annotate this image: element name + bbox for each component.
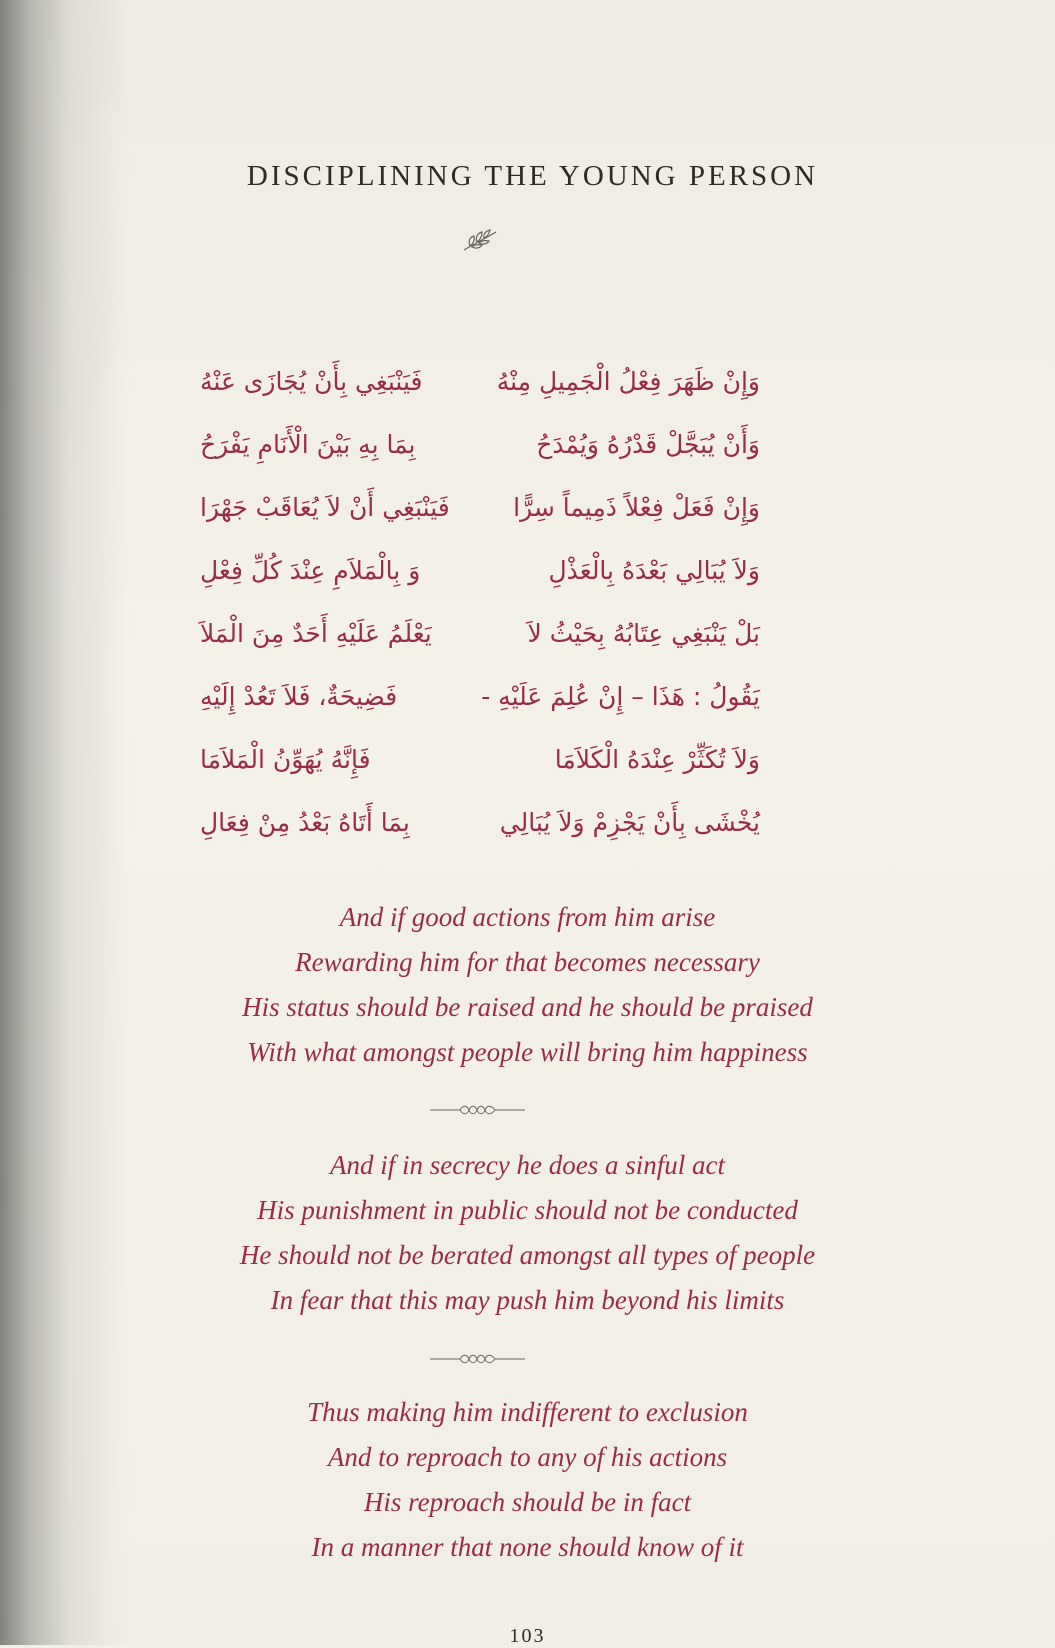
verse-first-hemistich: وَأَنْ يُبَجَّلْ قَدْرُهُ وَيُمْدَحُ — [536, 430, 760, 459]
stanza-line: His reproach should be in fact — [363, 1487, 692, 1517]
stanza-line: His status should be raised and he should be praised — [242, 992, 813, 1022]
stanza-line: In fear that this may push him beyond his limits — [270, 1285, 785, 1315]
verse-second-hemistich: فَيَنْبَغِي أَنْ لاَ يُعَاقَبْ جَهْرَا — [200, 493, 450, 522]
translation-stanza — [0, 1143, 1055, 1323]
verse-first-hemistich: بَلْ يَنْبَغِي عِتَابُهُ بِحَيْثُ لاَ — [527, 619, 760, 648]
stanza-line: And to reproach to any of his actions — [327, 1442, 728, 1472]
verse-row — [200, 602, 760, 665]
verse-first-hemistich: وَإِنْ فَعَلْ فِعْلاً ذَمِيماً سِرًّا — [513, 493, 760, 522]
verse-second-hemistich: فَإِنَّهُ يُهَوِّنُ الْمَلاَمَا — [200, 745, 371, 774]
verse-row — [200, 791, 760, 854]
verse-first-hemistich: وَلاَ تُكَثِّرْ عِنْدَهُ الْكَلاَمَا — [554, 745, 760, 774]
verse-row — [200, 665, 760, 728]
verse-first-hemistich: يُخْشَى بِأَنْ يَجْزِمْ وَلاَ يُبَالِي — [499, 808, 760, 837]
stanza-line: And if good actions from him arise — [339, 902, 716, 932]
verse-second-hemistich: فَضِيحَةٌ، فَلاَ تَعُدْ إِلَيْهِ — [200, 682, 398, 711]
verse-second-hemistich: وَ بِالْمَلاَمِ عِنْدَ كُلِّ فِعْلِ — [200, 556, 421, 585]
stanza-line: Thus making him indifferent to exclusion — [307, 1397, 748, 1427]
stanza-line: Rewarding him for that becomes necessary — [295, 947, 760, 977]
leaf-ornament-icon — [460, 228, 500, 254]
verse-first-hemistich: وَلاَ يُبَالِي بَعْدَهُ بِالْعَذْلِ — [548, 556, 760, 585]
stanza-line: In a manner that none should know of it — [311, 1532, 744, 1562]
verse-row — [200, 413, 760, 476]
verse-row — [200, 539, 760, 602]
divider-ornament-icon — [430, 1104, 525, 1116]
page-number: 103 — [509, 1625, 546, 1647]
verse-second-hemistich: بِمَا بِهِ بَيْنَ الْأَنَامِ يَفْرَحُ — [200, 430, 416, 459]
verse-row — [200, 728, 760, 791]
stanza-line: His punishment in public should not be conducted — [257, 1195, 798, 1225]
stanza-line: He should not be berated amongst all types of people — [239, 1240, 816, 1270]
page-title: DISCIPLINING THE YOUNG PERSON — [246, 160, 819, 192]
arabic-poem — [200, 350, 760, 854]
verse-first-hemistich: وَإِنْ ظَهَرَ فِعْلُ الْجَمِيلِ مِنْهُ — [496, 367, 760, 396]
verse-row — [200, 350, 760, 413]
verse-first-hemistich: يَقُولُ : هَذَا – إِنْ عُلِمَ عَلَيْهِ - — [481, 682, 760, 711]
verse-row — [200, 476, 760, 539]
divider-ornament-icon — [430, 1353, 525, 1365]
translation-stanza — [0, 895, 1055, 1075]
verse-second-hemistich: يَعْلَمُ عَلَيْهِ أَحَدٌ مِنَ الْمَلاَ — [200, 619, 432, 648]
stanza-line: And if in secrecy he does a sinful act — [330, 1150, 725, 1180]
translation-stanza — [0, 1390, 1055, 1570]
stanza-line: With what amongst people will bring him happiness — [247, 1037, 808, 1067]
verse-second-hemistich: بِمَا أَتَاهُ بَعْدُ مِنْ فِعَالِ — [200, 808, 410, 837]
verse-second-hemistich: فَيَنْبَغِي بِأَنْ يُجَازَى عَنْهُ — [200, 367, 423, 396]
